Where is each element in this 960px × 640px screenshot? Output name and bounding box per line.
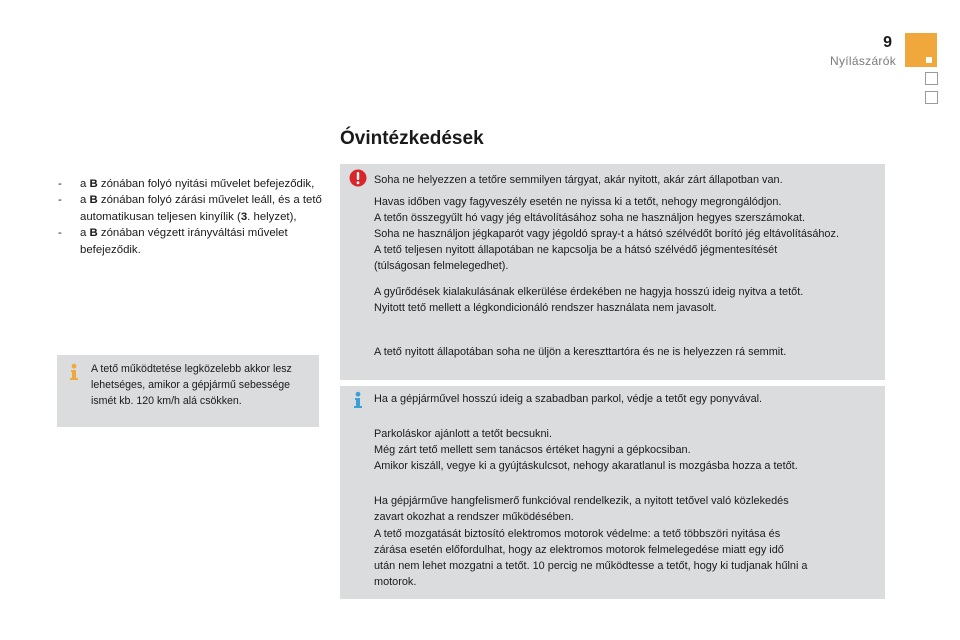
info-box [57,355,319,427]
page-title: Óvintézkedések [340,128,484,149]
warning-line: Soha ne használjon jégkaparót vagy jégoldó spray-t a hátsó szélvédőt borító jég eltávolításához. [374,228,839,240]
warning-line: (túlságosan felmelegedhet). [374,260,509,272]
section-tab-active[interactable] [905,33,937,67]
tab-marker [926,57,932,63]
info-icon [65,363,83,381]
note-line: A tető mozgatását biztosító elektromos motorok védelme: a tető többszöri nyitása és [374,528,781,540]
list-item: - a B zónában folyó nyitási művelet befejeződik, [58,178,315,190]
warning-line: A tető nyitott állapotában soha ne üljön a kereszttartóra és ne is helyezzen rá semmit. [374,346,787,358]
warning-line: Nyitott tető mellett a légkondicionáló rendszer használata nem javasolt. [374,302,717,314]
list-item: - a B zónában végzett irányváltási művelet befejeződik. [58,227,288,256]
note-panel [340,386,885,599]
info-text: A tető működtetése legközelebb akkor lesz lehetséges, amikor a gépjármű sebessége ismét kb. 120 km/h alá csökken. [91,363,292,407]
warning-line: A tető teljesen nyitott állapotában ne kapcsolja be a hátsó szélvédő jégmentesítését [374,244,778,256]
section-tab[interactable] [925,72,938,85]
note-line: után nem lehet mozgatni a tetőt. 10 percig ne működtesse a tetőt, hogy ki tudjanak hűlni a [374,560,808,572]
page-number: 9 [883,34,892,51]
note-line: Még zárt tető mellett sem tanácsos értéket hagyni a gépkocsiban. [374,444,691,456]
bullet-list [58,176,322,258]
section-title: Nyílászárók [830,54,896,68]
warning-line: Havas időben vagy fagyveszély esetén ne nyissa ki a tetőt, nehogy megrongálódjon. [374,196,782,208]
note-line: motorok. [374,576,417,588]
note-line: zavart okozhat a rendszer működésében. [374,511,574,523]
note-line: Amikor kiszáll, vegye ki a gyújtáskulcsot, nehogy akaratlanul is mozgásba hozza a tetőt. [374,460,798,472]
list-item: - a B zónában folyó zárási művelet leáll, és a tető automatikusan teljesen kinyílik (3. helyzet), [58,194,322,223]
warning-icon [349,169,367,187]
info-icon [349,391,367,409]
note-line: Ha a gépjárművel hosszú ideig a szabadban parkol, védje a tetőt egy ponyvával. [374,393,763,405]
section-tab[interactable] [925,91,938,104]
note-line: Ha gépjárműve hangfelismerő funkcióval rendelkezik, a nyitott tetővel való közlekedés [374,495,789,507]
note-line: zárása esetén előfordulhat, hogy az elektromos motorok felmelegedése miatt egy idő [374,544,784,556]
warning-line: A gyűrődések kialakulásának elkerülése érdekében ne hagyja hosszú ideig nyitva a tetőt. [374,286,804,298]
warning-line: A tetőn összegyűlt hó vagy jég eltávolításához soha ne használjon hegyes szerszámokat. [374,212,806,224]
warning-line: Soha ne helyezzen a tetőre semmilyen tárgyat, akár nyitott, akár zárt állapotban van. [374,174,783,186]
note-line: Parkoláskor ajánlott a tetőt becsukni. [374,428,552,440]
warning-panel [340,164,885,380]
